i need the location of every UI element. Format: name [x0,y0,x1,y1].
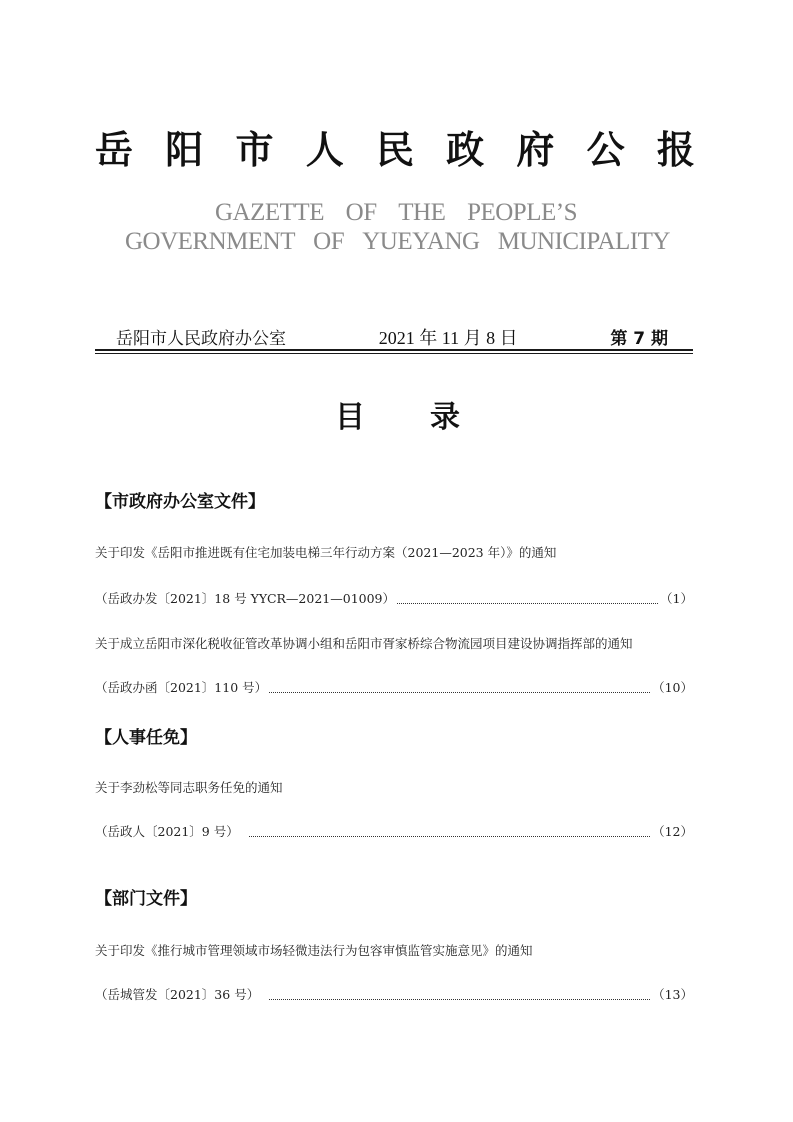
english-title-line-1 [215,198,577,228]
toc-title [335,398,460,438]
issue-number: 第 7 期 [610,329,668,349]
title-char: 报 [656,127,695,172]
toc-entry-title[interactable]: 关于成立岳阳市深化税收征管改革协调小组和岳阳市胥家桥综合物流园项目建设协调指挥部的通知 [95,636,633,651]
section-heading: 【市政府办公室文件】 [95,492,265,512]
section-heading: 【人事任免】 [95,728,197,748]
masthead-rule-thin [95,353,693,354]
toc-entry-reference[interactable] [95,986,693,1004]
page-number: （13） [652,987,693,1002]
toc-entry-title[interactable]: 关于李劲松等同志职务任免的通知 [95,780,283,795]
document-number: （岳政人〔2021〕9 号） [95,824,239,839]
document-number: （岳政办发〔2021〕18 号 YYCR—2021—01009） [95,591,396,606]
title-char: 阳 [165,127,204,172]
title-char: 岳 [95,127,134,172]
page-number: （10） [652,680,693,695]
toc-title-char: 录 [430,400,460,435]
english-word: GOVERNMENT [125,228,295,255]
document-number: （岳政办函〔2021〕110 号） [95,680,268,695]
dot-leader [269,998,650,1000]
issue-date: 2021 年 11 月 8 日 [378,328,518,348]
english-title-line-2 [125,227,670,257]
english-word: MUNICIPALITY [497,228,670,255]
english-word: OF [345,199,377,226]
english-word: OF [313,228,345,255]
page-number: （12） [652,824,693,839]
issue-info-bar [116,326,668,351]
toc-entry-reference[interactable] [95,679,693,697]
english-word: THE [398,199,446,226]
english-word: YUEYANG [362,228,480,255]
masthead-rule-thick [95,349,693,351]
dot-leader [397,602,658,604]
toc-entry-reference[interactable] [95,823,693,841]
title-char: 人 [305,127,344,172]
toc-entry-reference[interactable] [95,590,693,608]
title-char: 公 [586,127,625,172]
issuing-office: 岳阳市人民政府办公室 [116,329,286,349]
title-char: 民 [375,127,414,172]
title-char: 政 [446,127,485,172]
toc-entry-title[interactable]: 关于印发《推行城市管理领域市场轻微违法行为包容审慎监管实施意见》的通知 [95,943,533,958]
title-char: 市 [235,127,274,172]
section-heading: 【部门文件】 [95,889,197,909]
english-word: PEOPLE’S [467,199,577,226]
document-number: （岳城管发〔2021〕36 号） [95,987,260,1002]
title-char: 府 [516,127,555,172]
gazette-chinese-title [95,124,695,176]
dot-leader [249,835,650,837]
dot-leader [269,691,650,693]
toc-title-char: 目 [335,400,365,435]
toc-entry-title[interactable]: 关于印发《岳阳市推进既有住宅加装电梯三年行动方案（2021—2023 年）》的通知 [95,545,557,560]
page-number: （1） [660,591,693,606]
english-word: GAZETTE [215,199,324,226]
